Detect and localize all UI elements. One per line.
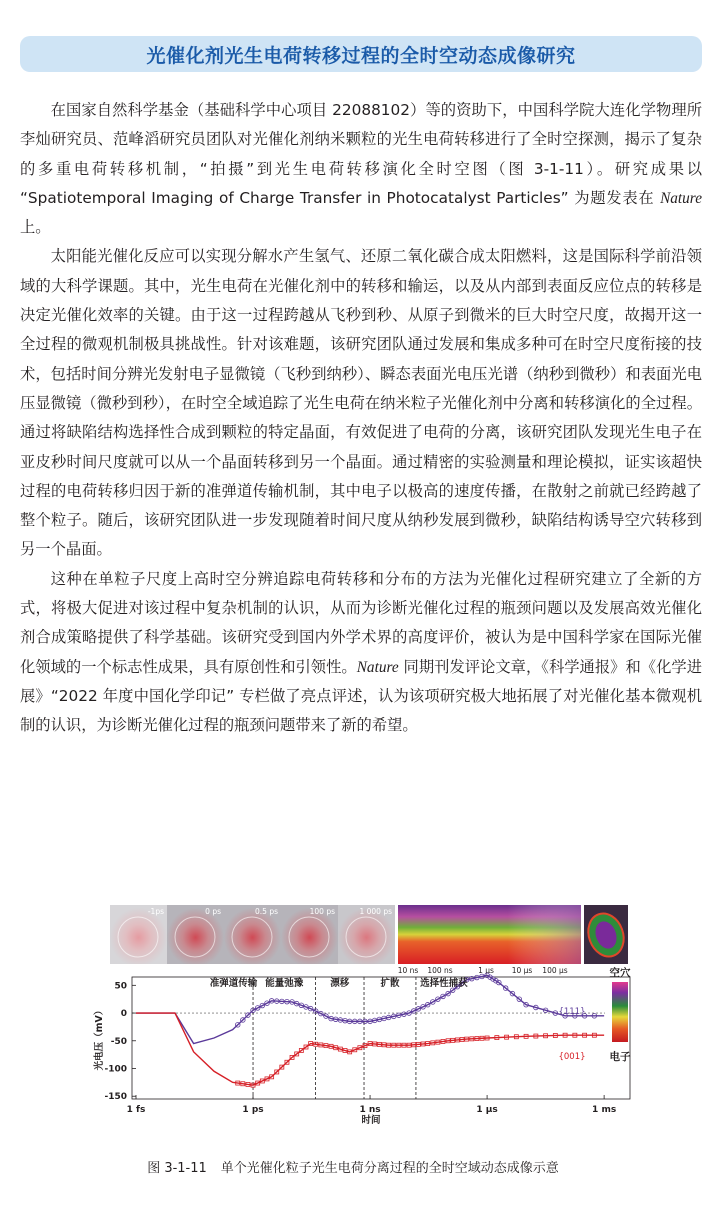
colorbar — [612, 982, 628, 1042]
y-tick-label: -100 — [104, 1064, 127, 1075]
x-axis-label: 时间 — [361, 1115, 381, 1126]
figure-caption-text: 单个光催化粒子光生电荷分离过程的全时空域动态成像示意 — [220, 1161, 559, 1176]
paragraph-text: 同期刊发评论文章，《科学通报》和《化学进展》“2022 年度中国化学印记” 专栏做了亮点评述，认为该项研究极大地拓展了对光催化基本微观机制的认识，为诊断光催化过程的瓶颈问题带来了新的希望。 — [20, 657, 702, 735]
paragraph — [20, 96, 702, 242]
pe-frame-label: 0.5 ps — [255, 907, 278, 916]
article-body — [20, 96, 702, 741]
page-title: 光催化剂光生电荷转移过程的全时空动态成像研究 — [146, 44, 576, 67]
series-label-111: {111} — [558, 1007, 586, 1017]
y-tick-label: -50 — [110, 1036, 127, 1047]
pe-frame-label: 100 ps — [309, 907, 335, 916]
colorbar-top-label: 空穴 — [609, 967, 631, 979]
paragraph-text: 这种在单粒子尺度上高时空分辨追踪电荷转移和分布的方法为光催化过程研究建立了全新的方式，将极大促进对该过程中复杂机制的认识，从而为诊断光催化过程的瓶颈问题以及发展高效光催化剂合成策略提供了科学基础。该研究受到国内外学术界的高度评价，被认为是中国科学家在国际光催化领域的一个标志性成果，具有原创性和引领性。 — [20, 569, 702, 676]
heatmap-tick: 100 μs — [542, 966, 568, 975]
paragraph — [20, 242, 702, 564]
figure-caption — [0, 1157, 720, 1176]
heatmap-tick: 100 ns — [427, 966, 453, 975]
stage-label: 准弹道传输 — [209, 978, 258, 989]
pe-image-strip — [110, 905, 395, 964]
plot-frame — [132, 977, 630, 1099]
heatmap-overlay — [398, 905, 581, 964]
paragraph-text: 在国家自然科学基金（基础科学中心项目 22088102）等的资助下，中国科学院大连化学物理所李灿研究员、范峰滔研究员团队对光催化剂纳米颗粒的光生电荷转移进行了全时空探测，揭示了复杂的多重电荷转移机制，“拍摄”到光生电荷转移演化全时空图（图 3-1-11）。研究成果以 “Spatiotemporal Imaging of Charge Transfer in Photocatalyst Particles” 为题发表在 — [20, 101, 702, 207]
title-banner — [20, 36, 702, 72]
heatmap-tick: 10 ns — [397, 966, 419, 975]
colorbar-bottom-label: 电子 — [609, 1051, 631, 1063]
figure-number: 图 3-1-11 — [147, 1161, 207, 1176]
x-tick-label: 1 μs — [476, 1105, 498, 1115]
series-area — [136, 973, 604, 1087]
x-tick-label: 1 ns — [359, 1105, 381, 1115]
pe-frame-label: 1 000 ps — [359, 907, 392, 916]
y-axis-label: 光电压（mV） — [94, 1005, 105, 1071]
paragraph — [20, 565, 702, 741]
series-line — [136, 975, 604, 1043]
spv-image — [583, 905, 630, 964]
paragraph-text: 太阳能光催化反应可以实现分解水产生氢气、还原二氧化碳合成太阳燃料，这是国际科学前沿领域的大科学课题。其中，光生电荷在光催化剂中的转移和输运，以及从内部到表面反应位点的转移是决定光催化效率的关键。由于这一过程跨越从飞秒到秒、从原子到微米的巨大时空尺度，故揭开这一全过程的微观机制极具挑战性。针对该难题，该研究团队通过发展和集成多种可在时空尺度衔接的技术，包括时间分辨光发射电子显微镜（飞秒到纳秒）、瞬态表面光电压光谱（纳秒到微秒）和表面光电压显微镜（微秒到秒），在时空全域追踪了光生电荷在纳米粒子光催化剂中分离和转移演化的全过程。通过将缺陷结构选择性合成到颗粒的特定晶面，有效促进了电荷的分离，该研究团队发现光生电子在亚皮秒时间尺度就可以从一个晶面转移到另一个晶面。通过精密的实验测量和理论模拟，证实该超快过程的电荷转移归因于新的准弹道传输机制，其中电子以极高的速度传播，在散射之前就已经跨越了整个粒子。随后，该研究团队进一步发现随着时间尺度从纳秒发展到微秒，缺陷结构诱导空穴转移到另一个晶面。 — [20, 247, 702, 559]
stage-label: 漂移 — [330, 978, 350, 989]
y-tick-label: 0 — [120, 1009, 127, 1020]
stage-label: 能量弛豫 — [265, 978, 304, 989]
pe-frame-label: -1ps — [147, 907, 164, 916]
heatmap-tick: 1 μs — [478, 966, 494, 975]
x-tick-label: 1 fs — [126, 1105, 146, 1115]
series-label-001: {001} — [558, 1052, 586, 1062]
heatmap-tick: 10 μs — [511, 966, 533, 975]
photovoltage-chart — [93, 966, 631, 1126]
stage-dividers — [253, 977, 416, 1099]
x-tick-label: 1 ms — [592, 1105, 617, 1115]
x-tick-label: 1 ps — [242, 1105, 264, 1115]
y-tick-label: -150 — [104, 1092, 127, 1103]
figure — [90, 902, 650, 1152]
y-tick-label: 50 — [114, 981, 127, 992]
stage-label: 扩散 — [380, 978, 400, 989]
journal-name: Nature — [356, 658, 399, 676]
figure-svg — [90, 902, 650, 1152]
paragraph-text: 上。 — [20, 218, 51, 237]
pe-frame-label: 0 ps — [205, 907, 221, 916]
journal-name: Nature — [660, 189, 702, 207]
heatmap-panel — [398, 905, 581, 975]
stage-label: 选择性捕获 — [420, 978, 468, 989]
